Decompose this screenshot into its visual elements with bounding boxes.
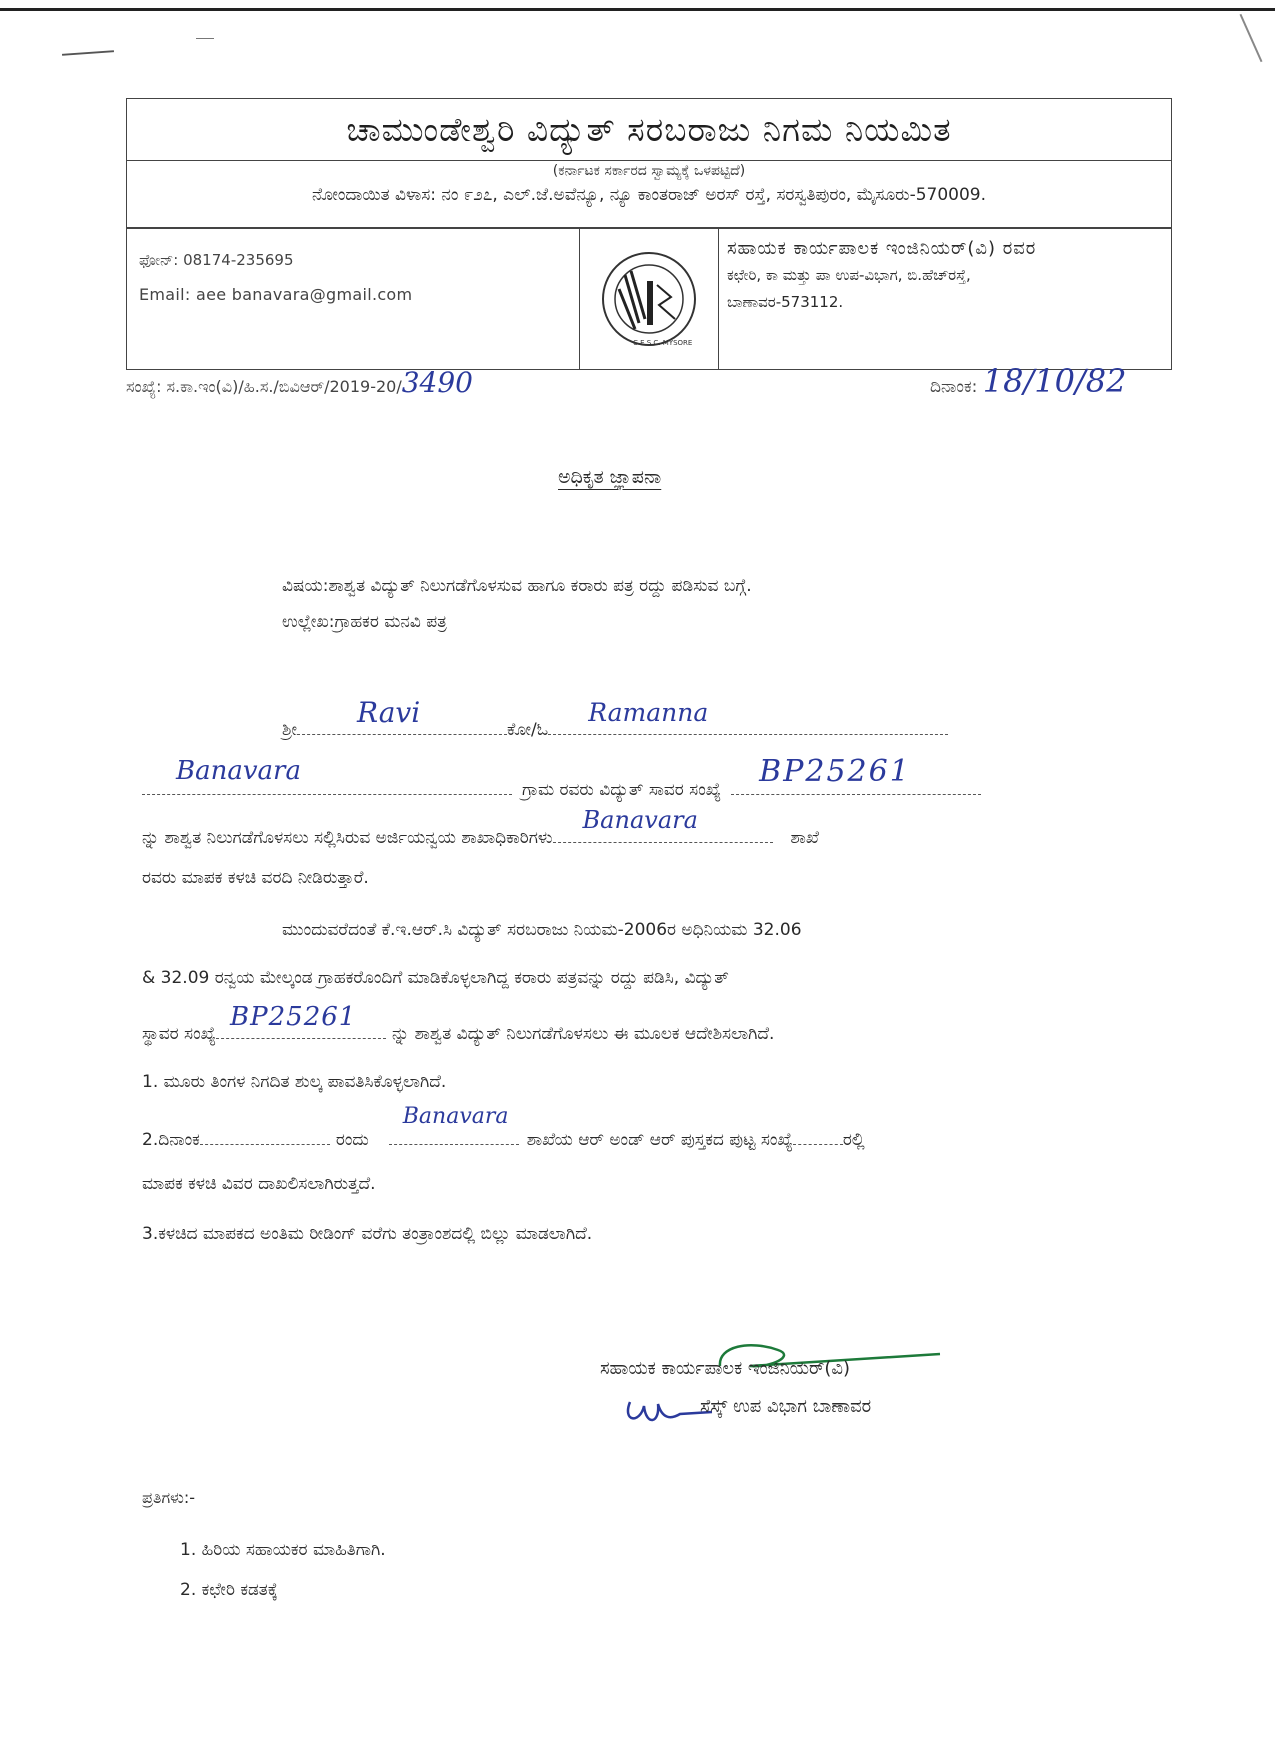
body-line-2: [142, 754, 981, 800]
copy-1: 1. ಹಿರಿಯ ಸಹಾಯಕರ ಮಾಹಿತಿಗಾಗಿ.: [180, 1540, 386, 1560]
body-line-4: ರವರು ಮಾಪಕ ಕಳಚಿ ವರದಿ ನೀಡಿರುತ್ತಾರೆ.: [142, 868, 369, 888]
reference: ಉಲ್ಲೇಖ:ಗ್ರಾಹಕರ ಮನವಿ ಪತ್ರ: [282, 612, 447, 632]
scan-top-border: [0, 8, 1275, 11]
cesc-logo: [579, 229, 719, 369]
cesc-logo-icon: [595, 245, 703, 353]
branch-handwritten: Banavara: [582, 806, 698, 834]
org-subtitle: (ಕರ್ನಾಟಕ ಸರ್ಕಾರದ ಸ್ವಾಮ್ಯಕ್ಕೆ ಒಳಪಟ್ಟಿದೆ): [552, 163, 746, 179]
para2-line-1: ಮುಂದುವರೆದಂತೆ ಕೆ.ಇ.ಆರ್.ಸಿ ವಿದ್ಯುತ್ ಸರಬರಾಜು ನಿಯಮ-2006ರ ಅಧಿನಿಯಮ 32.06: [282, 920, 802, 940]
signature-scribble: [600, 1332, 1040, 1432]
ref-number-label: ಸಂಖ್ಯೆ: ಸ.ಕಾ.ಇಂ(ವಿ)/ಹಿ.ಸ./ಬಿವಿಆರ್/2019-20/: [126, 377, 402, 396]
subject: ವಿಷಯ:ಶಾಶ್ವತ ವಿದ್ಯುತ್ ನಿಲುಗಡೆಗೊಳಸುವ ಹಾಗೂ ಕರಾರು ಪತ್ರ ರದ್ದು ಪಡಿಸುವ ಬಗ್ಗೆ.: [282, 576, 752, 596]
signature-block: [600, 1332, 1040, 1432]
signature-designation: ಸಹಾಯಕ ಕಾರ್ಯಪಾಲಕ ಇಂಜಿನಿಯರ್(ವಿ): [600, 1358, 850, 1379]
branch-suffix: ಶಾಖೆ: [790, 828, 819, 848]
scan-mark: [196, 38, 214, 39]
date-blank: [200, 1126, 330, 1145]
rr-blank-2: [216, 1002, 386, 1039]
para2-line-3: [142, 1002, 775, 1044]
body-line-3-text: ನ್ನು ಶಾಶ್ವತ ನಿಲುಗಡೆಗೊಳಸಲು ಸಲ್ಲಿಸಿರುವ ಅರ್ಜಿಯನ್ವಯ ಶಾಖಾಧಿಕಾರಿಗಳು: [142, 828, 553, 848]
body-line-2-text: ಗ್ರಾಮ ರವರು ವಿದ್ಯುತ್ ಸಾವರ ಸಂಖ್ಯೆ: [522, 780, 722, 800]
copies-label: ಪ್ರತಿಗಳು:-: [142, 1488, 196, 1507]
item-2-on: ರಂದು: [335, 1130, 369, 1150]
ref-number-row: [126, 366, 473, 399]
item-2-line-1: [142, 1104, 865, 1150]
rr-blank: [731, 754, 981, 795]
co-label: ಕೋ/ಓ: [506, 720, 549, 740]
item-2-line-2: ಮಾಪಕ ಕಳಚಿ ವಿವರ ದಾಖಲಿಸಲಾಗಿರುತ್ತದೆ.: [142, 1174, 376, 1194]
logo-text: C.E.S.C. MYSORE: [633, 339, 693, 347]
father-blank: [548, 698, 948, 735]
contact-block: [127, 229, 579, 369]
sri-label: ಶ್ರೀ: [282, 720, 297, 740]
village-handwritten: Banavara: [176, 756, 301, 786]
copy-2: 2. ಕಛೇರಿ ಕಡತಕ್ಕೆ: [180, 1580, 278, 1600]
item-2-suffix: ರಲ್ಲಿ: [842, 1130, 865, 1150]
item-1: 1. ಮೂರು ತಿಂಗಳ ನಿಗದಿತ ಶುಲ್ಕ ಪಾವತಿಸಿಕೊಳ್ಳಲಾಗಿದೆ.: [142, 1072, 447, 1092]
office-line-1: ಸಹಾಯಕ ಕಾರ್ಯಪಾಲಕ ಇಂಜಿನಿಯರ್(ವಿ) ರವರ: [727, 238, 1037, 259]
rr-handwritten: BP25261: [759, 754, 911, 789]
para2-line-3-text: ನ್ನು ಶಾಶ್ವತ ವಿದ್ಯುತ್ ನಿಲುಗಡೆಗೊಳಸಲು ಈ ಮೂಲಕ ಆದೇಶಿಸಲಾಗಿದೆ.: [392, 1024, 775, 1044]
item-2-date-label: 2.ದಿನಾಂಕ: [142, 1130, 200, 1150]
email: Email: aee banavara@gmail.com: [139, 285, 413, 304]
name-blank: [297, 696, 507, 735]
item2-branch-blank: [389, 1104, 519, 1145]
org-address: ನೋಂದಾಯಿತ ವಿಳಾಸ: ನಂ ೯೨೭, ಎಲ್.ಜೆ.ಅವೆನ್ಯೂ, ನ್ಯೂ ಕಾಂತರಾಜ್ ಅರಸ್ ರಸ್ತೆ, ಸರಸ್ವತಿಪುರಂ, ಮೈಸೂರು-570009.: [311, 185, 986, 205]
para2-line-3-label: ಸ್ಥಾವರ ಸಂಖ್ಯೆ: [142, 1024, 217, 1044]
date-label: ದಿನಾಂಕ:: [930, 377, 978, 397]
item2-branch-handwritten: Banavara: [402, 1104, 509, 1129]
body-line-1: [282, 696, 948, 740]
date-handwritten: 18/10/82: [982, 362, 1127, 400]
org-name: ಚಾಮುಂಡೇಶ್ವರಿ ವಿದ್ಯುತ್ ಸರಬರಾಜು ನಿಗಮ ನಿಯಮಿತ: [127, 99, 1171, 161]
scan-mark: [1240, 14, 1263, 62]
name-handwritten: Ravi: [356, 696, 421, 729]
ref-number-handwritten: 3490: [401, 366, 473, 399]
phone: ಫೋನ್: 08174-235695: [139, 251, 294, 269]
rr-handwritten-2: BP25261: [230, 1002, 357, 1032]
letterhead: [126, 98, 1172, 370]
branch-blank: [553, 806, 773, 843]
office-line-3: ಬಾಣಾವರ-573112.: [727, 293, 844, 311]
father-handwritten: Ramanna: [588, 698, 709, 727]
item-2-text: ಶಾಖೆಯ ಆರ್ ಅಂಡ್ ಆರ್ ಪುಸ್ತಕದ ಪುಟ್ಟ ಸಂಖ್ಯೆ: [526, 1130, 793, 1150]
para2-line-2: & 32.09 ರನ್ವಯ ಮೇಲ್ಕಂಡ ಗ್ರಾಹಕರೊಂದಿಗೆ ಮಾಡಿಕೊಳ್ಳಲಾಗಿದ್ದ ಕರಾರು ಪತ್ರವನ್ನು ರದ್ದು ಪಡಿಸಿ, ವಿದ್ಯುತ್: [142, 968, 729, 988]
village-blank: [142, 756, 512, 795]
body-line-3: [142, 806, 819, 848]
office-block: [727, 235, 1167, 316]
item-3: 3.ಕಳಚಿದ ಮಾಪಕದ ಅಂತಿಮ ರೀಡಿಂಗ್ ವರೆಗು ತಂತ್ರಾಂಶದಲ್ಲಿ ಬಿಲ್ಲು ಮಾಡಲಾಗಿದೆ.: [142, 1224, 593, 1244]
page-blank: [793, 1126, 843, 1145]
memo-heading: ಅಧಿಕೃತ ಜ್ಞಾಪನಾ: [558, 466, 662, 488]
signature-office: ಸೆಸ್ಕ್ ಉಪ ವಿಭಾಗ ಬಾಣಾವರ: [700, 1396, 872, 1417]
scan-mark: [62, 50, 114, 56]
office-line-2: ಕಛೇರಿ, ಕಾ ಮತ್ತು ಪಾ ಉಪ-ವಿಭಾಗ, ಬಿ.ಹೆಚ್‌ರಸ್ತೆ,: [727, 266, 971, 284]
date-row: [930, 362, 1126, 400]
